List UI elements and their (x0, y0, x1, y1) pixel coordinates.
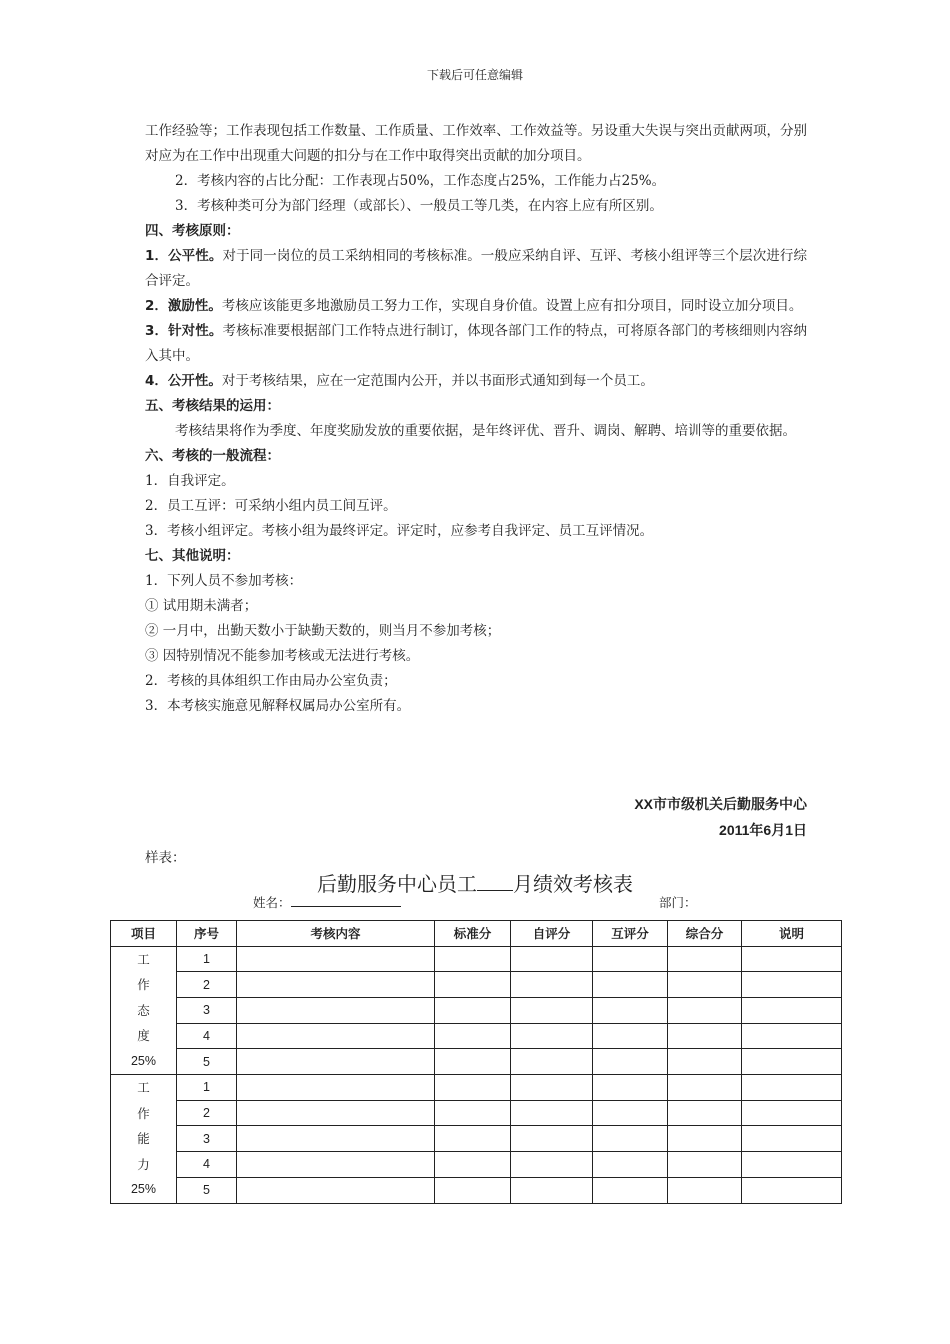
list-item: 3．考核小组评定。考核小组为最终评定。评定时，应参考自我评定、员工互评情况。 (145, 523, 654, 539)
paragraph: 考核结果将作为季度、年度奖励发放的重要依据，是年终评优、晋升、调岗、解聘、培训等的重要依据。 (175, 423, 796, 439)
col-header: 说明 (742, 921, 842, 947)
principle-text: 考核标准要根据部门工作特点进行制订，体现各部门工作的特点，可将原各部门的考核细则内容纳入其中。 (145, 323, 807, 364)
form-title-prefix: 后勤服务中心员工 (317, 872, 477, 896)
principle-text: 对于同一岗位的员工采纳相同的考核标准。一般应采纳自评、互评、考核小组评等三个层次进行综合评定。 (145, 248, 807, 289)
principle-item (145, 244, 807, 294)
col-header: 序号 (177, 921, 237, 947)
group-char: 作 (137, 977, 150, 992)
name-label: 姓名： (253, 895, 291, 910)
principle-item (145, 319, 807, 369)
row-number: 2 (177, 972, 237, 998)
table-row (111, 997, 842, 1023)
group-char: 态 (137, 1002, 150, 1018)
row-number: 2 (177, 1100, 237, 1126)
list-item: 2．员工互评：可采纳小组内员工间互评。 (145, 498, 397, 514)
row-number: 5 (177, 1177, 237, 1203)
table-row (111, 1126, 842, 1152)
row-number: 3 (177, 997, 237, 1023)
list-item: 3．本考核实施意见解释权属局办公室所有。 (145, 698, 411, 714)
group-char: 能 (137, 1131, 150, 1146)
table-row (111, 1177, 842, 1203)
row-number: 4 (177, 1023, 237, 1049)
list-item: ② 一月中，出勤天数小于缺勤天数的，则当月不参加考核； (145, 623, 501, 639)
month-blank (477, 874, 513, 891)
section-heading: 七、其他说明： (145, 548, 240, 564)
name-blank (291, 894, 401, 907)
row-number: 5 (177, 1049, 237, 1075)
signature-date: 2011年6月1日 (719, 822, 807, 838)
dept-label: 部门： (659, 895, 697, 910)
section-heading: 五、考核结果的运用： (145, 398, 280, 414)
principle-text: 对于考核结果，应在一定范围内公开，并以书面形式通知到每一个员工。 (221, 373, 654, 389)
assessment-table (110, 920, 842, 1204)
name-field (253, 893, 401, 911)
section-heading: 六、考核的一般流程： (145, 448, 280, 464)
col-header: 自评分 (511, 921, 593, 947)
table-row (111, 946, 842, 972)
table-row (111, 1049, 842, 1075)
col-header: 综合分 (668, 921, 742, 947)
row-number: 1 (177, 1075, 237, 1101)
row-number: 3 (177, 1126, 237, 1152)
section-heading: 四、考核原则： (145, 223, 240, 239)
col-header: 考核内容 (237, 921, 435, 947)
group-char: 作 (137, 1105, 150, 1121)
col-header: 互评分 (593, 921, 668, 947)
group-char: 工 (137, 951, 150, 967)
principle-text: 考核应该能更多地激励员工努力工作，实现自身价值。设置上应有扣分项目，同时设立加分项目。 (221, 298, 803, 314)
sample-label: 样表： (145, 850, 186, 866)
principle-label: 1．公平性。 (145, 248, 223, 264)
group-cell-ability (111, 1075, 177, 1204)
principle-item (145, 294, 807, 319)
group-char: 25% (130, 1053, 157, 1068)
list-item: ③ 因特别情况不能参加考核或无法进行考核。 (145, 648, 420, 664)
list-item: 1．下列人员不参加考核： (145, 573, 303, 589)
document-body (145, 119, 807, 719)
group-char: 度 (137, 1028, 150, 1043)
group-char: 力 (137, 1156, 150, 1172)
table-row (111, 1100, 842, 1126)
col-header: 项目 (111, 921, 177, 947)
group-char: 25% (130, 1182, 157, 1196)
paragraph: 工作经验等；工作表现包括工作数量、工作质量、工作效率、工作效益等。另设重大失误与突出贡献两项，分别对应为在工作中出现重大问题的扣分与在工作中取得突出贡献的加分项目。 (145, 123, 807, 164)
list-item: ① 试用期未满者； (145, 598, 258, 614)
row-number: 4 (177, 1152, 237, 1178)
table-row (111, 1023, 842, 1049)
table-row (111, 972, 842, 998)
table-header-row (111, 921, 842, 947)
list-item: 1．自我评定。 (145, 473, 235, 489)
table-row (111, 1075, 842, 1101)
principle-label: 3．针对性。 (145, 323, 223, 339)
paragraph: 3．考核种类可分为部门经理（或部长）、一般员工等几类，在内容上应有所区别。 (175, 198, 663, 214)
table-row (111, 1152, 842, 1178)
form-title-suffix: 月绩效考核表 (513, 872, 633, 896)
page-header: 下载后可任意编辑 (426, 68, 523, 82)
col-header: 标准分 (435, 921, 511, 947)
principle-item (145, 369, 807, 394)
principle-label: 2．激励性。 (145, 298, 222, 314)
principle-label: 4．公开性。 (145, 373, 222, 389)
list-item: 2．考核的具体组织工作由局办公室负责； (145, 673, 397, 689)
row-number: 1 (177, 946, 237, 972)
group-cell-attitude (111, 946, 177, 1075)
signature-org: XX市市级机关后勤服务中心 (634, 796, 807, 812)
group-char: 工 (137, 1080, 150, 1095)
paragraph: 2．考核内容的占比分配：工作表现占50%，工作态度占25%，工作能力占25%。 (175, 173, 666, 189)
form-title (0, 868, 950, 897)
